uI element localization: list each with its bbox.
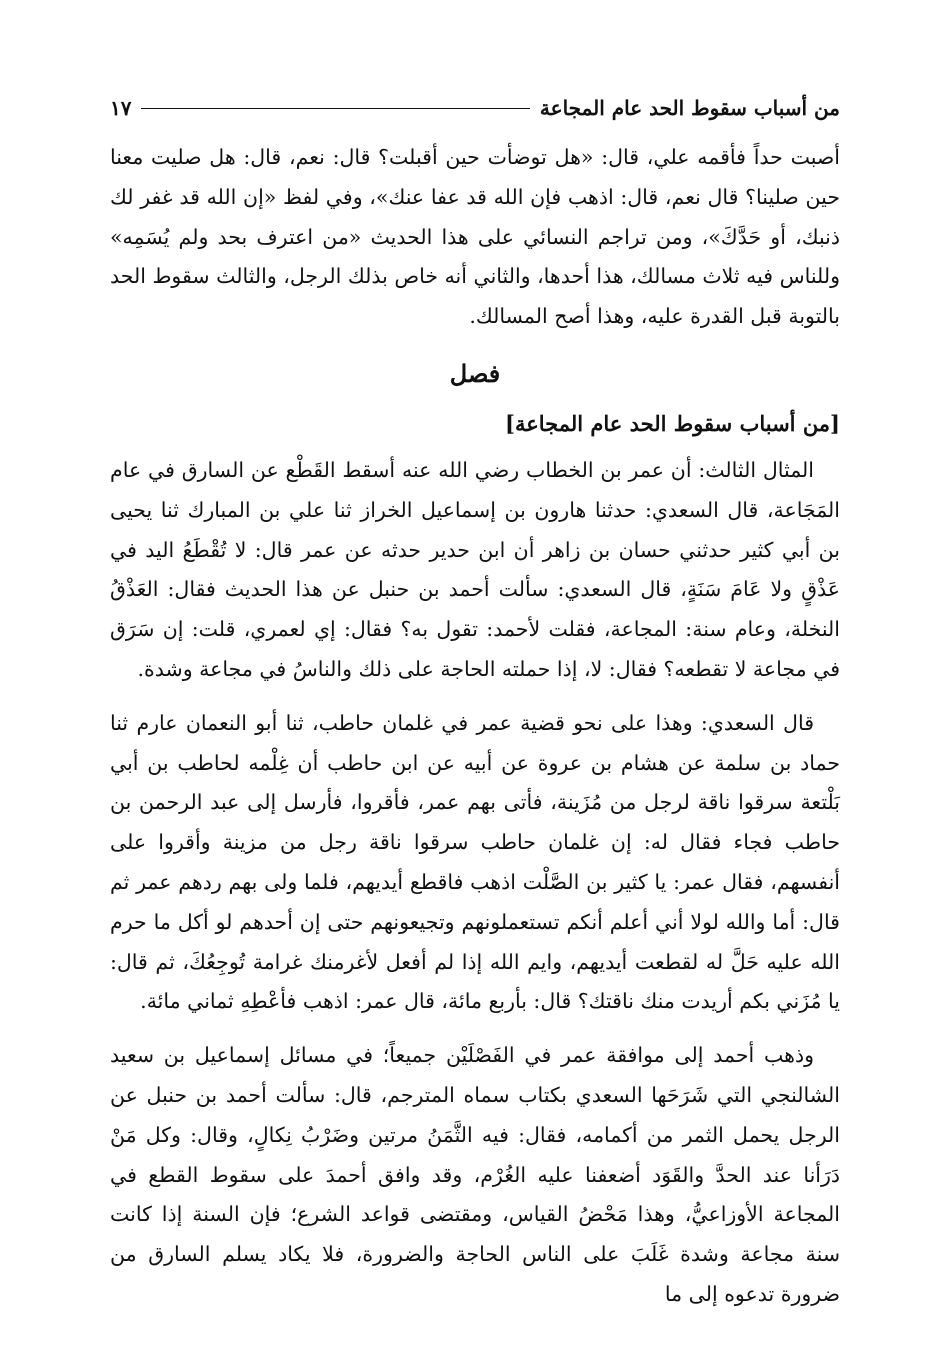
running-header-title: من أسباب سقوط الحد عام المجاعة [539,96,840,120]
running-header [110,88,840,128]
page-number: ١٧ [110,96,132,120]
paragraph: المثال الثالث: أن عمر بن الخطاب رضي الله عنه أسقط القَطْع عن السارق في عام المَجَاعة، قال السعدي: حدثنا هارون بن إسماعيل الخراز ثنا علي بن المبارك ثنا يحيى بن أبي كثير حدثني حسان بن زاهر أن ابن حدير حدثه عن عمر قال: لا تُقْطَعُ اليد في عَذْقٍ ولا عَامَ سَنَةٍ، قال السعدي: سألت أحمد بن حنبل عن هذا الحديث فقال: العَذْقُ النخلة، وعام سنة: المجاعة، فقلت لأحمد: تقول به؟ فقال: إي لعمري، قلت: إن سَرَق في مجاعة لا تقطعه؟ فقال: لا، إذا حملته الحاجة على ذلك والناسُ في مجاعة وشدة. [110,457,840,681]
paragraph: وذهب أحمد إلى موافقة عمر في الفَصْلَيْن جميعاً؛ في مسائل إسماعيل بن سعيد الشالنجي التي شَرَحَها السعدي بكتاب سماه المترجم، قال: سألت أحمد بن حنبل عن الرجل يحمل الثمر من أكمامه، فقال: فيه الثَّمَنُ مرتين وضَرْبُ نِكالٍ، وقال: وكل مَنْ دَرَأنا عند الحدَّ والقَوَد أضعفنا عليه الغُرْم، وقد وافق أحمدَ على سقوط القطع في المجاعة الأوزاعيُّ، وهذا مَحْضُ القياس، ومقتضى قواعد الشرع؛ فإن السنة إذا كانت سنة مجاعة وشدة غَلَبَ على الناس الحاجة والضرورة، فلا يكاد يسلم السارق من ضرورة تدعوه إلى ما [110,1043,840,1306]
book-page [110,88,840,1315]
section-subheading: [من أسباب سقوط الحد عام المجاعة] [505,410,840,436]
header-rule [141,108,529,109]
paragraph: قال السعدي: وهذا على نحو قضية عمر في غلمان حاطب، ثنا أبو النعمان عارم ثنا حماد بن سلمة عن هشام بن عروة عن أبيه عن ابن حاطب أن غِلْمه لحاطب بن أبي بَلْتعة سرقوا ناقة لرجل من مُزَينة، فأتى بهم عمر، فأقروا، فأرسل إلى عبد الرحمن بن حاطب فجاء فقال له: إن غلمان حاطب سرقوا ناقة رجل من مزينة وأقروا على أنفسهم، فقال عمر: يا كثير بن الصَّلْت اذهب فاقطع أيديهم، فلما ولى بهم ردهم عمر ثم قال: أما والله لولا أني أعلم أنكم تستعملونهم وتجيعونهم حتى إن أحدهم لو أكل ما حرم الله عليه حَلَّ له لقطعت أيديهم، وايم الله إذا لم أفعل لأغرمنك غرامة تُوجِعُكَ، ثم قال: يا مُزَني بكم أريدت منك ناقتك؟ قال: بأربع مائة، قال عمر: اذهب فأعْطِهِ ثماني مائة. [110,710,840,1014]
section-heading: فصل [449,358,501,388]
paragraph: أصبت حداً فأقمه علي، قال: «هل توضأت حين أقبلت؟ قال: نعم، قال: هل صليت معنا حين صلينا؟ قال نعم، قال: اذهب فإن الله قد عفا عنك»، وفي لفظ «إن الله قد غفر لك ذنبك، أو حَدَّكَ»، ومن تراجم النسائي على هذا الحديث «من اعترف بحد ولم يُسَمِه» وللناس فيه ثلاث مسالك، هذا أحدها، والثاني أنه خاص بذلك الرجل، والثالث سقوط الحد بالتوبة قبل القدرة عليه، وهذا أصح المسالك. [110,145,840,329]
